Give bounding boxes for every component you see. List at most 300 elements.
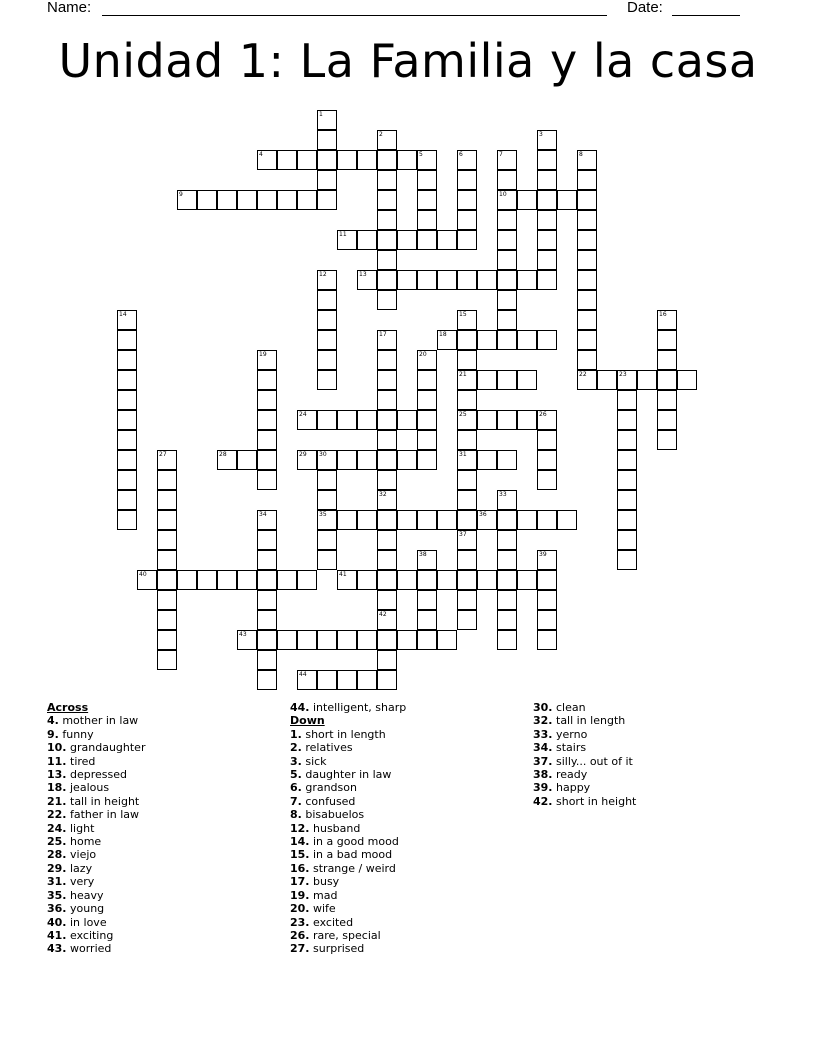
grid-cell[interactable] [537,570,557,590]
grid-cell[interactable] [377,170,397,190]
grid-cell[interactable] [357,270,377,290]
grid-cell[interactable] [577,190,597,210]
grid-cell[interactable] [317,290,337,310]
clue-text: tired [70,754,96,768]
grid-cell[interactable] [517,410,537,430]
grid-cell[interactable] [257,350,277,370]
clue-number: 33 [499,491,507,498]
grid-cell[interactable] [537,610,557,630]
grid-cell[interactable] [397,510,417,530]
grid-cell[interactable] [377,150,397,170]
grid-cell[interactable] [377,510,397,530]
grid-cell[interactable] [457,370,477,390]
grid-cell[interactable] [537,330,557,350]
grid-cell[interactable] [617,410,637,430]
grid-cell[interactable] [377,350,397,370]
grid-cell[interactable] [457,330,477,350]
grid-cell[interactable] [117,470,137,490]
grid-cell[interactable] [577,210,597,230]
grid-cell[interactable] [297,670,317,690]
grid-cell[interactable] [317,190,337,210]
grid-cell[interactable] [537,250,557,270]
grid-cell[interactable] [237,190,257,210]
grid-cell[interactable] [677,370,697,390]
grid-cell[interactable] [497,570,517,590]
clue-text: in a bad mood [313,848,393,862]
grid-cell[interactable] [377,190,397,210]
grid-cell[interactable] [237,450,257,470]
grid-cell[interactable] [497,190,517,210]
grid-cell[interactable] [497,490,517,510]
grid-cell[interactable] [417,150,437,170]
down-clue [290,862,406,875]
grid-cell[interactable] [657,350,677,370]
grid-cell[interactable] [137,570,157,590]
grid-cell[interactable] [457,150,477,170]
grid-cell[interactable] [257,590,277,610]
down-clue [290,835,406,848]
grid-cell[interactable] [417,370,437,390]
grid-cell[interactable] [317,170,337,190]
clue-number-label: 24. [47,821,67,835]
grid-cell[interactable] [537,470,557,490]
grid-cell[interactable] [117,370,137,390]
grid-cell[interactable] [457,170,477,190]
grid-cell[interactable] [457,410,477,430]
grid-cell[interactable] [657,430,677,450]
clue-text: intelligent, sharp [313,701,407,714]
grid-cell[interactable] [257,410,277,430]
grid-cell[interactable] [397,230,417,250]
grid-cell[interactable] [577,310,597,330]
grid-cell[interactable] [237,630,257,650]
grid-cell[interactable] [537,550,557,570]
grid-cell[interactable] [517,370,537,390]
grid-cell[interactable] [537,510,557,530]
grid-cell[interactable] [537,410,557,430]
grid-cell[interactable] [277,570,297,590]
grid-cell[interactable] [317,310,337,330]
clue-number-label: 18. [47,781,67,795]
down-clue [290,848,406,861]
across-clue [290,701,406,714]
grid-cell[interactable] [657,390,677,410]
grid-cell[interactable] [457,230,477,250]
grid-cell[interactable] [157,510,177,530]
grid-cell[interactable] [477,270,497,290]
grid-cell[interactable] [377,270,397,290]
grid-cell[interactable] [197,190,217,210]
grid-cell[interactable] [257,510,277,530]
grid-cell[interactable] [377,550,397,570]
grid-cell[interactable] [117,390,137,410]
grid-cell[interactable] [397,570,417,590]
grid-cell[interactable] [497,450,517,470]
grid-cell[interactable] [397,270,417,290]
grid-cell[interactable] [117,490,137,510]
grid-cell[interactable] [257,150,277,170]
grid-cell[interactable] [577,270,597,290]
grid-cell[interactable] [317,490,337,510]
grid-cell[interactable] [537,630,557,650]
grid-cell[interactable] [497,170,517,190]
clue-number: 38 [419,551,427,558]
grid-cell[interactable] [377,410,397,430]
grid-cell[interactable] [377,630,397,650]
grid-cell[interactable] [377,430,397,450]
grid-cell[interactable] [617,530,637,550]
grid-cell[interactable] [457,470,477,490]
grid-cell[interactable] [577,230,597,250]
grid-cell[interactable] [577,290,597,310]
grid-cell[interactable] [497,250,517,270]
grid-cell[interactable] [217,190,237,210]
grid-cell[interactable] [297,150,317,170]
grid-cell[interactable] [457,310,477,330]
grid-cell[interactable] [377,290,397,310]
grid-cell[interactable] [157,630,177,650]
grid-cell[interactable] [117,330,137,350]
grid-cell[interactable] [657,410,677,430]
grid-cell[interactable] [357,670,377,690]
grid-cell[interactable] [417,210,437,230]
grid-cell[interactable] [417,170,437,190]
grid-cell[interactable] [337,410,357,430]
grid-cell[interactable] [357,230,377,250]
grid-cell[interactable] [377,610,397,630]
grid-cell[interactable] [497,270,517,290]
grid-cell[interactable] [277,630,297,650]
grid-cell[interactable] [457,590,477,610]
grid-cell[interactable] [537,130,557,150]
grid-cell[interactable] [497,150,517,170]
grid-cell[interactable] [617,490,637,510]
grid-cell[interactable] [337,510,357,530]
grid-cell[interactable] [497,590,517,610]
grid-cell[interactable] [117,310,137,330]
grid-cell[interactable] [377,590,397,610]
grid-cell[interactable] [257,550,277,570]
grid-cell[interactable] [317,370,337,390]
grid-cell[interactable] [377,670,397,690]
grid-cell[interactable] [537,430,557,450]
clue-text: excited [313,915,354,929]
grid-cell[interactable] [437,270,457,290]
grid-cell[interactable] [257,570,277,590]
grid-cell[interactable] [297,570,317,590]
grid-cell[interactable] [317,470,337,490]
grid-cell[interactable] [497,530,517,550]
grid-cell[interactable] [257,430,277,450]
grid-cell[interactable] [457,350,477,370]
clue-text: ready [556,768,588,782]
clue-number-label: 10. [47,741,67,755]
grid-cell[interactable] [577,350,597,370]
grid-cell[interactable] [257,530,277,550]
grid-cell[interactable] [377,470,397,490]
grid-cell[interactable] [417,230,437,250]
grid-cell[interactable] [357,510,377,530]
grid-cell[interactable] [157,610,177,630]
grid-cell[interactable] [497,290,517,310]
grid-cell[interactable] [397,450,417,470]
grid-cell[interactable] [557,190,577,210]
grid-cell[interactable] [477,450,497,470]
grid-cell[interactable] [417,190,437,210]
grid-cell[interactable] [497,370,517,390]
grid-cell[interactable] [337,450,357,470]
grid-cell[interactable] [497,330,517,350]
across-clue [47,942,145,955]
grid-cell[interactable] [457,510,477,530]
grid-cell[interactable] [577,370,597,390]
grid-cell[interactable] [337,670,357,690]
grid-cell[interactable] [377,250,397,270]
grid-cell[interactable] [157,530,177,550]
grid-cell[interactable] [157,650,177,670]
grid-cell[interactable] [657,330,677,350]
grid-cell[interactable] [237,570,257,590]
grid-cell[interactable] [537,150,557,170]
grid-cell[interactable] [317,630,337,650]
grid-cell[interactable] [357,450,377,470]
grid-cell[interactable] [577,250,597,270]
grid-cell[interactable] [517,510,537,530]
grid-cell[interactable] [337,570,357,590]
grid-cell[interactable] [517,570,537,590]
grid-cell[interactable] [317,510,337,530]
grid-cell[interactable] [657,370,677,390]
clue-number-label: 15. [290,848,310,862]
grid-cell[interactable] [177,570,197,590]
grid-cell[interactable] [357,410,377,430]
grid-cell[interactable] [537,230,557,250]
grid-cell[interactable] [457,190,477,210]
grid-cell[interactable] [577,170,597,190]
grid-cell[interactable] [337,150,357,170]
grid-cell[interactable] [317,350,337,370]
grid-cell[interactable] [317,670,337,690]
grid-cell[interactable] [317,110,337,130]
grid-cell[interactable] [417,570,437,590]
grid-cell[interactable] [637,370,657,390]
grid-cell[interactable] [117,510,137,530]
grid-cell[interactable] [317,550,337,570]
grid-cell[interactable] [417,390,437,410]
grid-cell[interactable] [357,630,377,650]
down-clue [290,755,406,768]
grid-cell[interactable] [617,450,637,470]
grid-cell[interactable] [257,610,277,630]
clue-number-label: 14. [290,835,310,849]
grid-cell[interactable] [497,310,517,330]
grid-cell[interactable] [377,130,397,150]
grid-cell[interactable] [517,190,537,210]
grid-cell[interactable] [257,650,277,670]
grid-cell[interactable] [337,630,357,650]
grid-cell[interactable] [317,450,337,470]
grid-cell[interactable] [257,390,277,410]
grid-cell[interactable] [497,230,517,250]
grid-cell[interactable] [157,590,177,610]
clue-number: 32 [379,491,387,498]
grid-cell[interactable] [377,370,397,390]
grid-cell[interactable] [617,470,637,490]
grid-cell[interactable] [277,150,297,170]
clue-number-label: 31. [47,875,67,889]
grid-cell[interactable] [257,450,277,470]
grid-cell[interactable] [497,210,517,230]
grid-cell[interactable] [317,270,337,290]
grid-cell[interactable] [217,450,237,470]
grid-cell[interactable] [217,570,237,590]
grid-cell[interactable] [317,130,337,150]
grid-cell[interactable] [417,550,437,570]
grid-cell[interactable] [377,330,397,350]
grid-cell[interactable] [417,410,437,430]
clue-number: 8 [579,151,583,158]
grid-cell[interactable] [437,570,457,590]
grid-cell[interactable] [457,270,477,290]
grid-cell[interactable] [497,410,517,430]
grid-cell[interactable] [477,330,497,350]
grid-cell[interactable] [317,530,337,550]
grid-cell[interactable] [397,410,417,430]
grid-cell[interactable] [537,450,557,470]
grid-cell[interactable] [197,570,217,590]
clue-number-label: 22. [47,808,67,822]
grid-cell[interactable] [117,410,137,430]
grid-cell[interactable] [377,570,397,590]
grid-cell[interactable] [537,210,557,230]
grid-cell[interactable] [297,190,317,210]
grid-cell[interactable] [497,630,517,650]
grid-cell[interactable] [417,450,437,470]
grid-cell[interactable] [377,210,397,230]
grid-cell[interactable] [397,150,417,170]
grid-cell[interactable] [257,190,277,210]
grid-cell[interactable] [457,450,477,470]
clue-text: busy [313,875,340,889]
grid-cell[interactable] [537,170,557,190]
grid-cell[interactable] [437,630,457,650]
grid-cell[interactable] [357,150,377,170]
grid-cell[interactable] [357,570,377,590]
clue-number: 31 [459,451,467,458]
grid-cell[interactable] [117,430,137,450]
grid-cell[interactable] [437,230,457,250]
grid-cell[interactable] [617,370,637,390]
grid-cell[interactable] [557,510,577,530]
grid-cell[interactable] [457,490,477,510]
grid-cell[interactable] [597,370,617,390]
grid-cell[interactable] [477,410,497,430]
grid-cell[interactable] [457,530,477,550]
grid-cell[interactable] [377,490,397,510]
grid-cell[interactable] [297,450,317,470]
grid-cell[interactable] [297,630,317,650]
grid-cell[interactable] [277,190,297,210]
grid-cell[interactable] [497,510,517,530]
grid-cell[interactable] [157,470,177,490]
grid-cell[interactable] [437,330,457,350]
grid-cell[interactable] [437,510,457,530]
grid-cell[interactable] [477,570,497,590]
grid-cell[interactable] [417,610,437,630]
grid-cell[interactable] [477,370,497,390]
grid-cell[interactable] [317,330,337,350]
grid-cell[interactable] [457,430,477,450]
grid-cell[interactable] [477,510,497,530]
grid-cell[interactable] [497,610,517,630]
grid-cell[interactable] [617,430,637,450]
grid-cell[interactable] [317,410,337,430]
grid-cell[interactable] [457,610,477,630]
grid-cell[interactable] [457,390,477,410]
grid-cell[interactable] [417,430,437,450]
grid-cell[interactable] [617,510,637,530]
grid-cell[interactable] [537,590,557,610]
grid-cell[interactable] [617,390,637,410]
grid-cell[interactable] [537,190,557,210]
grid-cell[interactable] [577,150,597,170]
grid-cell[interactable] [377,450,397,470]
grid-cell[interactable] [577,330,597,350]
grid-cell[interactable] [457,550,477,570]
grid-cell[interactable] [377,230,397,250]
grid-cell[interactable] [157,570,177,590]
grid-cell[interactable] [117,350,137,370]
grid-cell[interactable] [117,450,137,470]
grid-cell[interactable] [397,630,417,650]
clue-text: strange / weird [313,861,396,875]
clue-text: depressed [70,768,127,782]
clue-number: 26 [539,411,547,418]
grid-cell[interactable] [517,270,537,290]
grid-cell[interactable] [157,550,177,570]
grid-cell[interactable] [457,210,477,230]
grid-cell[interactable] [417,630,437,650]
grid-cell[interactable] [657,310,677,330]
grid-cell[interactable] [297,410,317,430]
grid-cell[interactable] [157,450,177,470]
clue-text: father in law [70,808,140,822]
grid-cell[interactable] [257,370,277,390]
grid-cell[interactable] [157,490,177,510]
grid-cell[interactable] [317,150,337,170]
grid-cell[interactable] [417,590,437,610]
down-clue [290,795,406,808]
grid-cell[interactable] [257,630,277,650]
grid-cell[interactable] [617,550,637,570]
grid-cell[interactable] [377,390,397,410]
grid-cell[interactable] [417,270,437,290]
grid-cell[interactable] [377,650,397,670]
grid-cell[interactable] [177,190,197,210]
grid-cell[interactable] [377,530,397,550]
grid-cell[interactable] [417,350,437,370]
grid-cell[interactable] [517,330,537,350]
grid-cell[interactable] [257,470,277,490]
grid-cell[interactable] [457,570,477,590]
grid-cell[interactable] [497,550,517,570]
grid-cell[interactable] [337,230,357,250]
grid-cell[interactable] [417,510,437,530]
clue-number: 24 [299,411,307,418]
clue-number: 6 [459,151,463,158]
grid-cell[interactable] [257,670,277,690]
grid-cell[interactable] [537,270,557,290]
